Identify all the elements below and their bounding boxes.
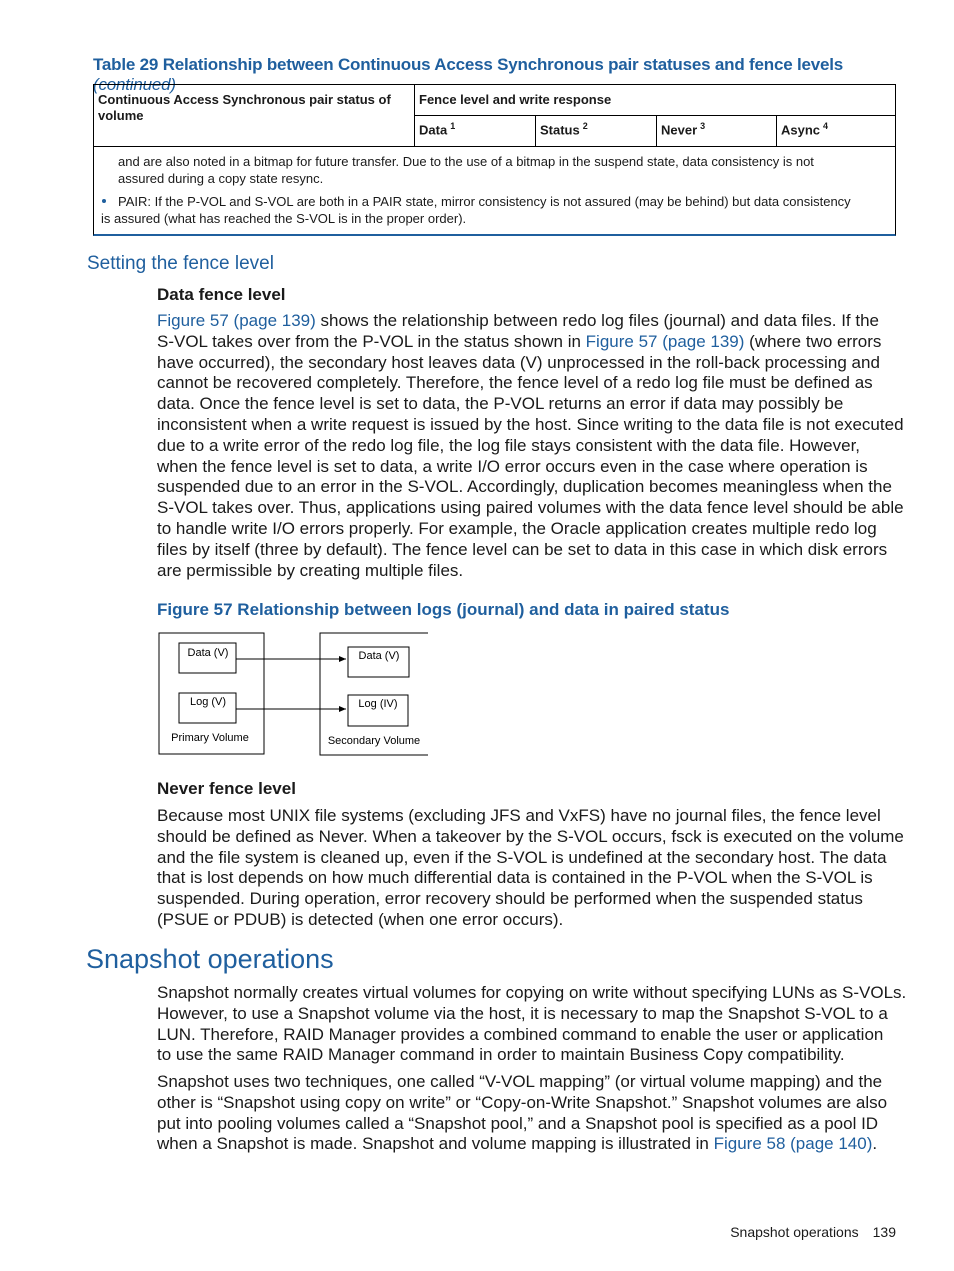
snapshot-paragraph-1 bbox=[157, 983, 907, 1066]
subheader-label: Status bbox=[540, 122, 580, 138]
para-line: due to a write error of the redo log file, the log file stays consistent with the data file. However, bbox=[157, 435, 861, 455]
para-line: S-VOL takes over. Thus, applications using paired volumes with the data fence level should be able bbox=[157, 498, 904, 518]
footnote-marker: 1 bbox=[450, 121, 456, 131]
secondary-data-label: Data (V) bbox=[358, 650, 400, 662]
bullet-line: PAIR: If the P-VOL and S-VOL are both in a PAIR state, mirror consistency is not assured (may be behind) but data consistency bbox=[118, 194, 851, 209]
col-header-line: Continuous Access Synchronous pair status of bbox=[98, 92, 391, 107]
para-text: S-VOL takes over from the P-VOL in the status shown in bbox=[157, 331, 586, 351]
subheader-status bbox=[540, 121, 588, 137]
section-heading-snapshot-operations: Snapshot operations bbox=[86, 944, 334, 974]
table-divider bbox=[414, 115, 896, 116]
subheader-never bbox=[661, 121, 705, 137]
footer-section-title: Snapshot operations bbox=[730, 1224, 859, 1240]
table-caption-continued: (continued) bbox=[93, 75, 176, 94]
bullet-icon bbox=[102, 199, 106, 203]
para-line: inconsistent when a write request is issued by the host. Since writing to the data file is not executed bbox=[157, 414, 904, 434]
para-line: data. Once the fence level is set to data, the P-VOL returns an error if data may possibly be bbox=[157, 394, 844, 414]
para-text: . bbox=[872, 1134, 878, 1154]
col-header-pair-status bbox=[98, 92, 410, 124]
table-caption-title: Table 29 Relationship between Continuous Access Synchronous pair statuses and fence levels bbox=[93, 55, 844, 74]
subheader-label: Async bbox=[781, 122, 821, 138]
para-line: However, to use a Snapshot volume via the host, it is necessary to map the Snapshot S-VOL to a bbox=[157, 1003, 888, 1023]
para-text: when a Snapshot is made. Snapshot and volume mapping is illustrated in bbox=[157, 1134, 714, 1154]
para-line: cannot be recovered completely. Therefore, the fence level of a redo log file must be defined as bbox=[157, 373, 873, 393]
footnote-marker: 2 bbox=[582, 121, 588, 131]
table-bullet-text bbox=[101, 193, 851, 227]
primary-volume-label: Primary Volume bbox=[171, 732, 249, 744]
para-line: suspended. During operation, error recovery should be performed when the suspended status bbox=[157, 889, 863, 909]
link-figure-58[interactable]: Figure 58 (page 140) bbox=[713, 1134, 873, 1154]
note-line: and are also noted in a bitmap for future transfer. Due to the use of a bitmap in the suspend state, data consistency is not bbox=[118, 154, 814, 169]
bullet-line: is assured (what has reached the S-VOL is in the proper order). bbox=[101, 211, 467, 226]
table-divider bbox=[776, 115, 777, 146]
secondary-volume-label: Secondary Volume bbox=[327, 735, 421, 747]
table-divider bbox=[535, 115, 536, 146]
para-text: (where two errors bbox=[744, 331, 882, 351]
subheader-async bbox=[781, 121, 828, 137]
table-note-text bbox=[118, 153, 814, 187]
para-line: to handle write I/O errors properly. For example, the Oracle application creates multiple redo log bbox=[157, 518, 877, 538]
note-line: assured during a copy state resync. bbox=[118, 171, 324, 186]
para-line: Snapshot uses two techniques, one called “V-VOL mapping” (or virtual volume mapping) and the bbox=[157, 1072, 883, 1091]
para-line: should be defined as Never. When a takeover by the S-VOL occurs, fsck is executed on the volume bbox=[157, 826, 904, 846]
para-line: when the fence level is set to data, a write I/O error occurs even in the case where operation is bbox=[157, 456, 868, 476]
para-text: shows the relationship between redo log files (journal) and data files. If the bbox=[315, 311, 879, 330]
page-number: 139 bbox=[872, 1224, 896, 1240]
para-line: to use the same RAID Manager command in order to maintain Business Copy compatibility. bbox=[157, 1045, 845, 1065]
para-line: LUN. Therefore, RAID Manager provides a combined command to enable the user or application bbox=[157, 1024, 884, 1044]
col-header-fence-level: Fence level and write response bbox=[419, 92, 612, 107]
section-heading-setting-fence-level: Setting the fence level bbox=[87, 253, 274, 274]
col-header-line: volume bbox=[98, 108, 144, 123]
table-divider bbox=[94, 146, 896, 147]
page-footer bbox=[730, 1224, 896, 1240]
footnote-marker: 4 bbox=[823, 121, 829, 131]
para-line: Because most UNIX file systems (excluding JFS and VxFS) have no journal files, the fence level bbox=[157, 806, 881, 825]
table-divider bbox=[656, 115, 657, 146]
figure-57-caption: Figure 57 Relationship between logs (journal) and data in paired status bbox=[157, 600, 730, 619]
footnote-marker: 3 bbox=[700, 121, 706, 131]
subheading-never-fence-level: Never fence level bbox=[157, 779, 296, 798]
para-line: Snapshot normally creates virtual volumes for copying on write without specifying LUNs as S-VOLs. bbox=[157, 983, 907, 1002]
para-line: that is lost depends on how much differential data is contained in the P-VOL when the S-VOL is bbox=[157, 868, 873, 888]
para-line: have occurred), the secondary host leaves data (V) unprocessed in the roll-back processing and bbox=[157, 352, 880, 372]
fence-level-table bbox=[93, 84, 896, 236]
para-line: other is “Snapshot using copy on write” or “Copy-on-Write Snapshot.” Snapshot volumes are also bbox=[157, 1092, 888, 1112]
subheading-data-fence-level: Data fence level bbox=[157, 285, 286, 304]
data-fence-paragraph bbox=[157, 311, 904, 581]
link-figure-57[interactable]: Figure 57 (page 139) bbox=[585, 331, 745, 351]
never-fence-paragraph bbox=[157, 806, 904, 931]
para-line: put into pooling volumes called a “Snapshot pool,” and a Snapshot pool is specified as a pool ID bbox=[157, 1113, 879, 1133]
link-figure-57[interactable]: Figure 57 (page 139) bbox=[157, 311, 316, 330]
para-line: files by itself (three by default). The fence level can be set to data in this case in which disk errors bbox=[157, 539, 888, 559]
para-line: are permissible by creating multiple files. bbox=[157, 560, 464, 580]
para-line: suspended due to an error in the S-VOL. Accordingly, duplication becomes meaningless when the bbox=[157, 477, 892, 497]
para-line: and the file system is cleaned up, even if the S-VOL is undefined at the secondary host. The data bbox=[157, 847, 887, 867]
para-line: (PSUE or PDUB) is detected (when one error occurs). bbox=[157, 909, 564, 929]
primary-log-label: Log (V) bbox=[189, 696, 227, 708]
snapshot-paragraph-2 bbox=[157, 1072, 897, 1155]
subheader-data bbox=[419, 121, 455, 137]
secondary-log-label: Log (IV) bbox=[358, 698, 398, 710]
subheader-label: Never bbox=[661, 122, 698, 138]
subheader-label: Data bbox=[419, 122, 448, 138]
primary-data-label: Data (V) bbox=[187, 647, 229, 659]
figure-57-diagram bbox=[150, 625, 440, 765]
